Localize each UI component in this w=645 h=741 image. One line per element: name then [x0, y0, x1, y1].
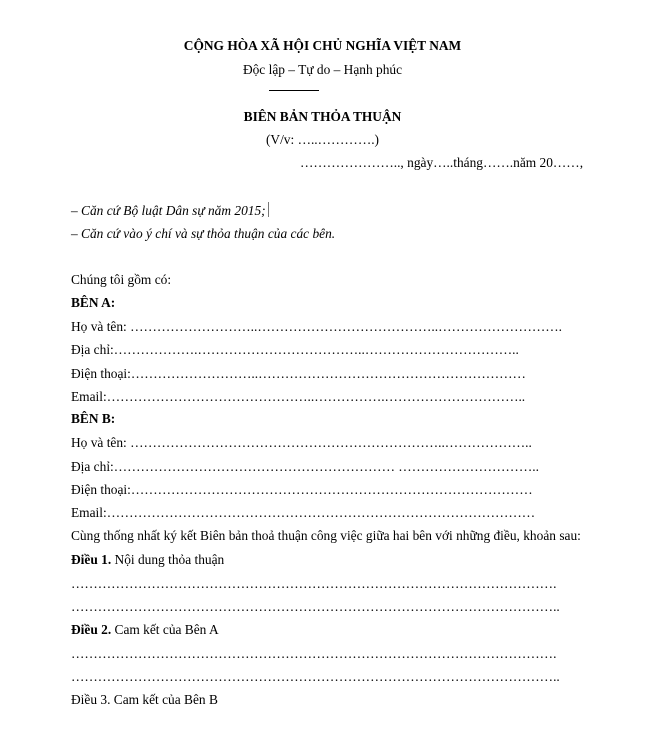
legal-basis-1: – Căn cứ Bộ luật Dân sự năm 2015; — [71, 202, 269, 219]
text-cursor — [268, 202, 269, 217]
article-2-line-1: ………………………………………………………………………………………………. — [71, 646, 557, 661]
party-b-heading: BÊN B: — [71, 411, 116, 426]
nation-heading: CỘNG HÒA XÃ HỘI CHỦ NGHĨA VIỆT NAM — [183, 38, 462, 53]
party-a-email-field: Email:………………………………………..…………….………………………….. — [71, 389, 526, 404]
article-1-line-1: ………………………………………………………………………………………………. — [71, 576, 557, 591]
legal-basis-2: – Căn cứ vào ý chí và sự thỏa thuận của các bên. — [71, 226, 336, 241]
party-a-address-field: Địa chỉ:……………….………………………………..…………………………….. — [71, 342, 519, 357]
party-a-phone-field: Điện thoại:………………………..…………………………………………………… — [71, 366, 526, 381]
article-2-line-2: ……………………………………………………………………………………………….. — [71, 669, 560, 684]
article-2-heading: Điều 2. Cam kết của Bên A — [71, 622, 219, 637]
document-title: BIÊN BẢN THỎA THUẬN — [243, 109, 402, 124]
agreement-intro: Cùng thống nhất ký kết Biên bản thoả thuận công việc giữa hai bên với những điều, khoản sau: — [71, 528, 581, 543]
party-b-address-field: Địa chỉ:……………………………………………………… ………………………….. — [71, 459, 539, 474]
party-a-name-field: Họ và tên: ………………………..…………………………………..………………………. — [71, 319, 562, 334]
party-b-phone-field: Điện thoại:……………………………………………………………………………… — [71, 482, 533, 497]
article-1-line-2: ……………………………………………………………………………………………….. — [71, 599, 560, 614]
party-b-name-field: Họ và tên: ……………………………………………………………..……………….. — [71, 435, 532, 450]
document-subject: (V/v: …..………….) — [265, 132, 380, 147]
article-3-heading: Điều 3. Cam kết của Bên B — [71, 692, 218, 707]
party-b-email-field: Email:…………………………………………………………………………………… — [71, 505, 536, 520]
national-motto: Độc lập – Tự do – Hạnh phúc — [242, 62, 403, 77]
article-1-heading: Điều 1. Nội dung thỏa thuận — [71, 552, 225, 567]
heading-underline — [269, 90, 319, 91]
intro-text: Chúng tôi gồm có: — [71, 272, 172, 287]
date-line: ………………….., ngày…..tháng…….năm 20……, — [300, 155, 584, 170]
party-a-heading: BÊN A: — [71, 295, 116, 310]
